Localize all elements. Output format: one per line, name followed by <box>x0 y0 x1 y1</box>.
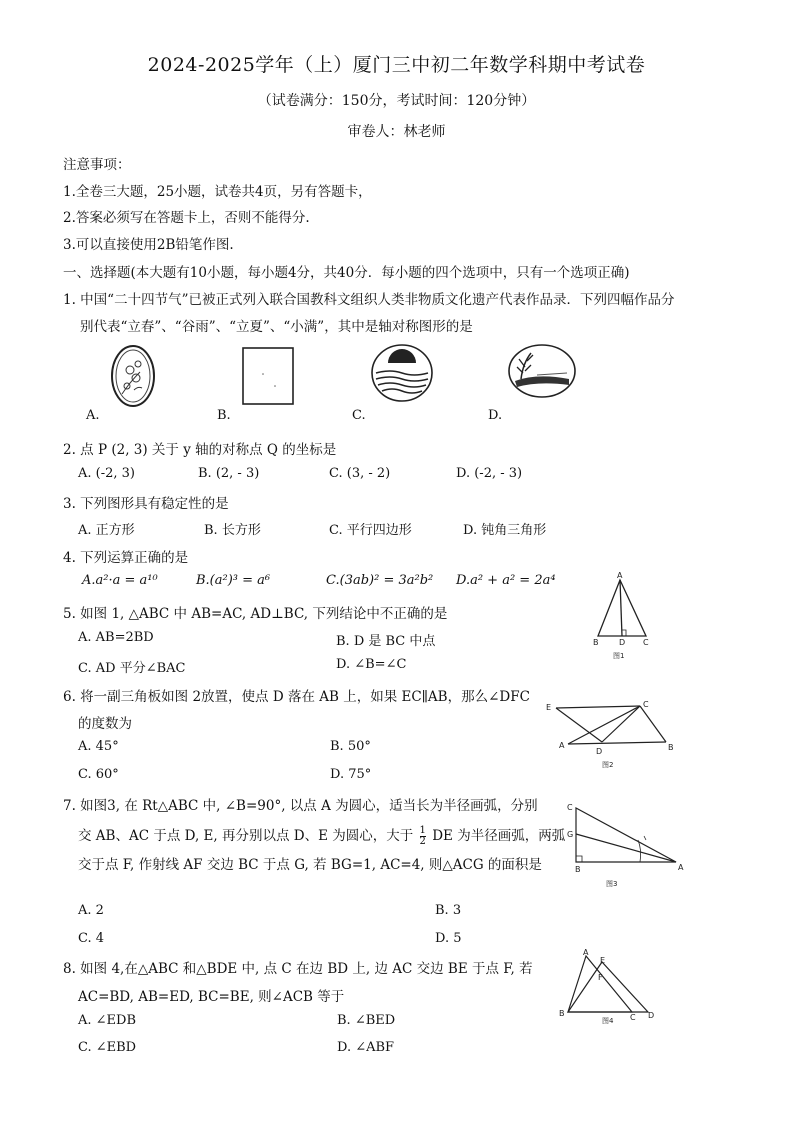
figure-2-label-b: B <box>668 743 674 752</box>
option-b[interactable]: B.(a²)³ = a⁶ <box>196 573 271 588</box>
section-heading: 一、选择题(本大题有10小题，每小题4分，共40分．每小题的四个选项中，只有一个选项正确) <box>63 265 630 281</box>
question-7-text-b: DE 为半径画弧，两弧 <box>432 828 566 844</box>
note-item: 2.答案必须写在答题卡上，否则不能得分. <box>63 210 310 226</box>
figure-4-label-c: C <box>630 1013 636 1022</box>
question-1-stem-cont: 别代表“立春”、“谷雨”、“立夏”、“小满”，其中是轴对称图形的是 <box>80 319 473 335</box>
question-3-stem: 3. 下列图形具有稳定性的是 <box>63 496 229 512</box>
option-c[interactable]: C. 60° <box>78 767 119 782</box>
option-a[interactable]: A. AB=2BD <box>78 630 154 645</box>
question-7-text-a: 交 AB、AC 于点 D, E, 再分别以点 D、E 为圆心，大于 <box>78 828 414 844</box>
option-d[interactable]: D. 5 <box>435 931 462 946</box>
question-7-stem-cont2: 交于点 F, 作射线 AF 交边 BC 于点 G, 若 BG=1, AC=4, 则△ACG 的面积是 <box>78 857 542 873</box>
question-7-stem-cont <box>78 824 565 847</box>
exam-title: 2024-2025学年（上）厦门三中初二年数学科期中考试卷 <box>147 54 646 76</box>
question-6-stem-cont: 的度数为 <box>78 716 132 732</box>
fraction-numerator: 1 <box>419 825 426 836</box>
solar-term-image-c <box>370 343 434 403</box>
figure-2-label-a: A <box>559 741 565 750</box>
option-d[interactable]: D. (-2, - 3) <box>456 466 523 481</box>
option-d[interactable]: D. ∠B=∠C <box>336 657 407 672</box>
option-a[interactable]: A. 45° <box>78 739 119 754</box>
figure-3-label-c: C <box>567 803 573 812</box>
figure-4-label-b: B <box>559 1009 565 1018</box>
option-b[interactable]: B. 3 <box>435 903 462 918</box>
option-c[interactable]: C. <box>352 408 366 423</box>
option-d[interactable]: D. 75° <box>330 767 372 782</box>
solar-term-image-b <box>241 346 295 406</box>
option-d[interactable]: D. ∠ABF <box>337 1040 395 1055</box>
figure-3-caption: 图3 <box>606 880 618 888</box>
option-b[interactable]: B. D 是 BC 中点 <box>336 634 436 649</box>
option-d[interactable]: D.a² + a² = 2a⁴ <box>456 573 556 588</box>
figure-4-caption: 图4 <box>602 1017 614 1025</box>
option-c[interactable]: C.(3ab)² = 3a²b² <box>326 573 434 588</box>
figure-1 <box>586 570 658 662</box>
figure-3-label-b: B <box>575 865 581 874</box>
option-c[interactable]: C. 平行四边形 <box>329 523 412 538</box>
option-d[interactable]: D. <box>488 408 503 423</box>
notes-heading: 注意事项： <box>63 157 131 173</box>
figure-4 <box>556 946 662 1028</box>
option-a[interactable]: A. 正方形 <box>78 523 135 538</box>
fraction <box>420 826 426 847</box>
question-4-stem: 4. 下列运算正确的是 <box>63 550 189 566</box>
figure-4-label-d: D <box>648 1011 655 1020</box>
figure-2-label-d: D <box>596 747 603 756</box>
figure-1-label-b: B <box>593 638 599 647</box>
solar-term-image-a <box>108 342 158 410</box>
option-c[interactable]: C. AD 平分∠BAC <box>78 661 186 676</box>
solar-term-image-d <box>507 343 577 399</box>
figure-1-label-c: C <box>643 638 649 647</box>
figure-2-label-e: E <box>546 703 552 712</box>
reviewer: 审卷人：林老师 <box>347 124 446 140</box>
figure-3-label-g: G <box>567 830 574 839</box>
figure-1-label-d: D <box>619 638 626 647</box>
option-c[interactable]: C. 4 <box>78 931 105 946</box>
figure-4-label-a: A <box>583 948 589 957</box>
figure-1-label-a: A <box>617 571 623 580</box>
option-b[interactable]: B. <box>217 408 231 423</box>
question-5-stem: 5. 如图 1, △ABC 中 AB=AC, AD⊥BC, 下列结论中不正确的是 <box>63 606 448 622</box>
figure-3-label-a: A <box>678 863 684 872</box>
figure-4-label-e: E <box>600 956 606 965</box>
option-a[interactable]: A. 2 <box>78 903 104 918</box>
option-c[interactable]: C. (3, - 2) <box>329 466 391 481</box>
question-8-stem: 8. 如图 4,在△ABC 和△BDE 中, 点 C 在边 BD 上, 边 AC 交边 BE 于点 F, 若 <box>63 961 533 977</box>
note-item: 1.全卷三大题，25小题，试卷共4页，另有答题卡， <box>63 184 372 200</box>
question-2-stem: 2. 点 P (2, 3) 关于 y 轴的对称点 Q 的坐标是 <box>63 442 337 458</box>
question-6-stem: 6. 将一副三角板如图 2放置，使点 D 落在 AB 上，如果 EC∥AB，那么∠DFC <box>63 689 530 705</box>
question-7-stem: 7. 如图3, 在 Rt△ABC 中, ∠B=90°, 以点 A 为圆心，适当长为半径画弧，分别 <box>63 798 538 814</box>
option-b[interactable]: B. ∠BED <box>337 1013 396 1028</box>
figure-2-label-c: C <box>643 700 649 709</box>
figure-3 <box>562 800 688 892</box>
option-b[interactable]: B. 50° <box>330 739 371 754</box>
figure-2 <box>542 696 682 772</box>
option-a[interactable]: A. ∠EDB <box>78 1013 137 1028</box>
note-item: 3.可以直接使用2B铅笔作图. <box>63 237 234 253</box>
figure-2-caption: 图2 <box>602 761 614 769</box>
exam-info: （试卷满分：150分，考试时间：120分钟） <box>257 93 536 109</box>
option-b[interactable]: B. 长方形 <box>204 523 261 538</box>
question-1-stem: 1. 中国“二十四节气”已被正式列入联合国教科文组织人类非物质文化遗产代表作品录．下列四幅作品分 <box>63 292 675 308</box>
question-8-stem-cont: AC=BD, AB=ED, BC=BE, 则∠ACB 等于 <box>78 989 345 1005</box>
figure-4-label-f: F <box>598 973 603 982</box>
option-b[interactable]: B. (2, - 3) <box>198 466 260 481</box>
option-a[interactable]: A. <box>86 408 100 423</box>
option-d[interactable]: D. 钝角三角形 <box>463 523 547 538</box>
fraction-denominator: 2 <box>419 836 426 847</box>
option-a[interactable]: A. (-2, 3) <box>78 466 135 481</box>
option-c[interactable]: C. ∠EBD <box>78 1040 137 1055</box>
option-a[interactable]: A.a²·a = a¹⁰ <box>82 573 158 588</box>
figure-1-caption: 图1 <box>613 652 625 660</box>
